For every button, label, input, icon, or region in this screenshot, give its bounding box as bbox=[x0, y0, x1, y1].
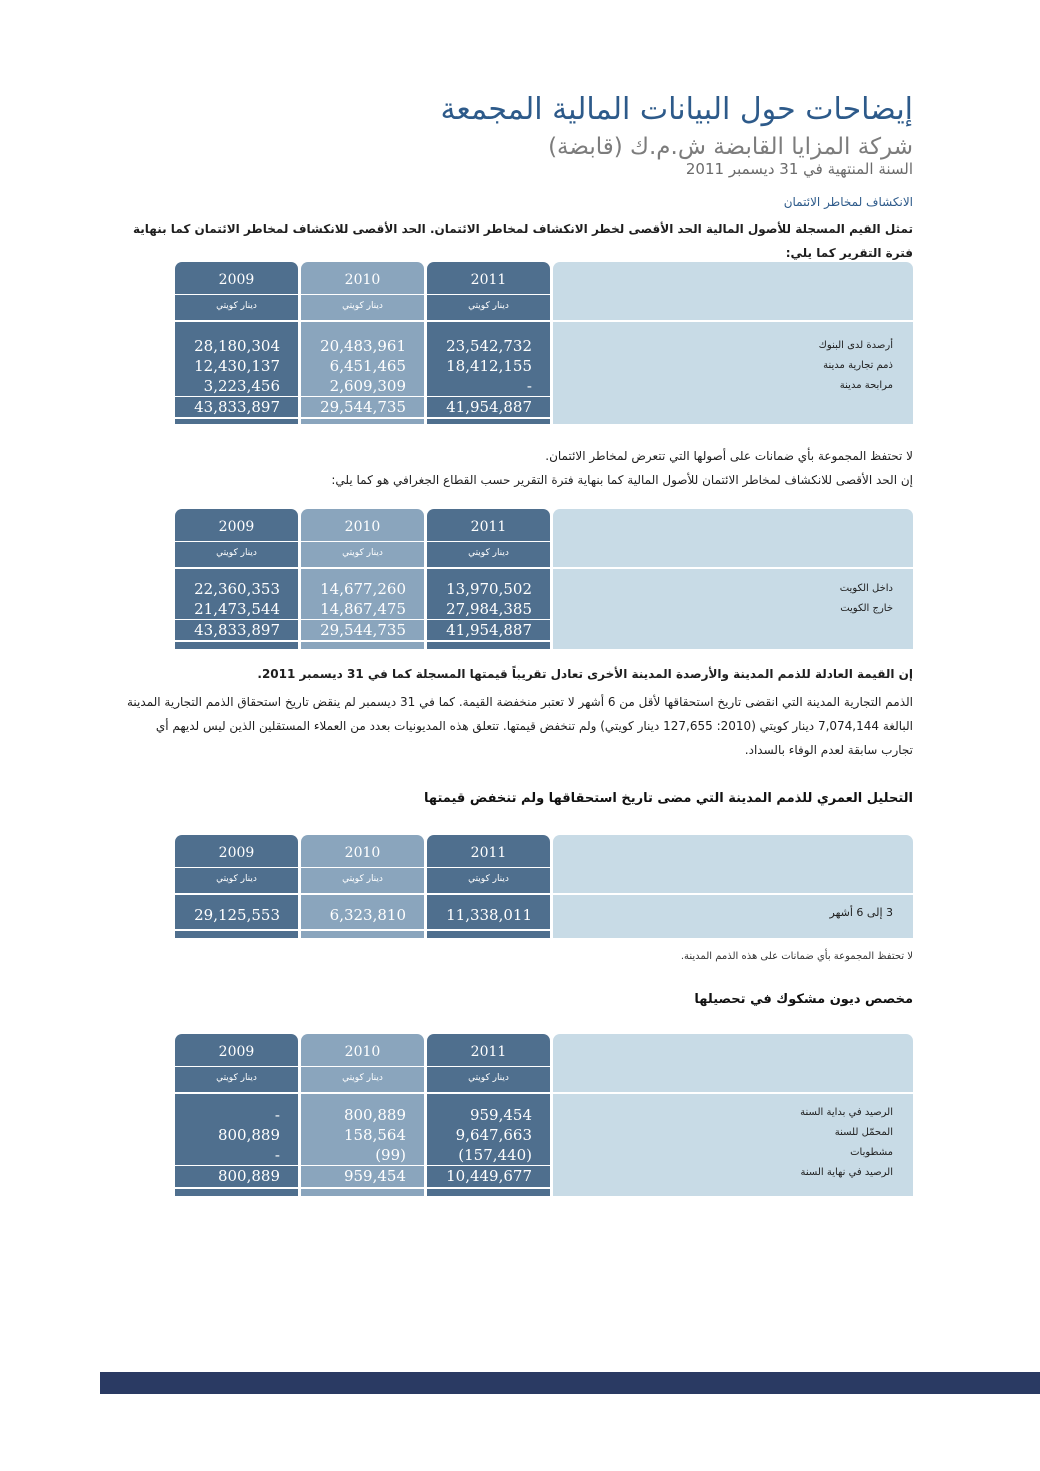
table-cell: - bbox=[274, 1146, 280, 1164]
table-cell: 11,338,011 bbox=[446, 906, 532, 924]
values bbox=[427, 579, 550, 619]
year-header: 2009 bbox=[175, 509, 298, 542]
table-cell: 12,430,137 bbox=[194, 357, 280, 375]
label-column bbox=[553, 895, 913, 938]
total-cell: 10,449,677 bbox=[427, 1165, 550, 1185]
column-2011 bbox=[427, 509, 550, 649]
table-aging bbox=[175, 835, 913, 938]
column-2010 bbox=[301, 835, 424, 938]
column-2011 bbox=[427, 1034, 550, 1196]
year-header: 2010 bbox=[301, 835, 424, 868]
table-cell: 21,473,544 bbox=[194, 600, 280, 618]
table-geographic bbox=[175, 509, 913, 649]
row-label: خارج الكويت bbox=[840, 603, 893, 614]
footer-bar bbox=[100, 1372, 1040, 1394]
label-column-header bbox=[553, 262, 913, 320]
total-cell: 800,889 bbox=[175, 1165, 298, 1185]
total-cell: 43,833,897 bbox=[175, 619, 298, 639]
year-header: 2011 bbox=[427, 1034, 550, 1067]
table-cell: 18,412,155 bbox=[446, 357, 532, 375]
label-column-header bbox=[553, 509, 913, 567]
row-label: ذمم تجارية مدينة bbox=[823, 360, 893, 371]
heading-aging-analysis: التحليل العمري للذمم المدينة التي مضى تاريخ استحقاقها ولم تنخفض قيمتها bbox=[424, 791, 913, 806]
unit-header: دينار كويتي bbox=[342, 548, 383, 558]
row-label: أرصدة لدى البنوك bbox=[818, 340, 893, 351]
table-cell: - bbox=[274, 1106, 280, 1124]
year-header: 2010 bbox=[301, 509, 424, 542]
year-header: 2011 bbox=[427, 509, 550, 542]
table-cell: 3,223,456 bbox=[203, 377, 280, 395]
row-label: مرابحة مدينة bbox=[839, 380, 893, 391]
paragraph-credit-exposure: تمثل القيم المسجلة للأصول المالية الحد الأقصى لخطر الانكشاف لمخاطر الائتمان. الحد الأقصى للانكشاف لمخاطر الائتمان كما بنهاية فترة التقرير كما يلي: bbox=[133, 222, 913, 260]
column-2011 bbox=[427, 835, 550, 938]
table-cell: 20,483,961 bbox=[320, 337, 406, 355]
total-cell: 41,954,887 bbox=[427, 619, 550, 639]
total-cell: 959,454 bbox=[301, 1165, 424, 1185]
table-cell: 2,609,309 bbox=[329, 377, 406, 395]
label-column bbox=[553, 569, 913, 649]
paragraph-past-due: الذمم التجارية المدينة التي انقضى تاريخ استحقاقها لأقل من 6 أشهر لا تعتبر منخفضة القيمة. كما في 31 ديسمبر لم ينقض تاريخ استحقاق الذمم التجارية المدينة البالغة 7,074,144 دينار كويتي (2010: 127,655 دينار كويتي) ولم تنخفض قيمتها. تتعلق هذه المديونيات بعدد من العملاء المستقلين الذين ليس لديهم أي تجارب سابقة لعدم الوفاء بالسداد. bbox=[127, 695, 913, 757]
row-label: الرصيد في نهاية السنة bbox=[800, 1167, 893, 1178]
table-cell: 800,889 bbox=[343, 1106, 406, 1124]
year-header: 2009 bbox=[175, 262, 298, 295]
section-title: الانكشاف لمخاطر الائتمان bbox=[783, 195, 913, 209]
unit-header: دينار كويتي bbox=[342, 874, 383, 884]
column-2010 bbox=[301, 1034, 424, 1196]
table-cell: 959,454 bbox=[469, 1106, 532, 1124]
values bbox=[301, 336, 424, 396]
row-label: المحمّل للسنة bbox=[834, 1127, 893, 1138]
row-label: داخل الكويت bbox=[839, 583, 893, 594]
label-column bbox=[553, 322, 913, 424]
table-cell: 14,677,260 bbox=[320, 580, 406, 598]
unit-header: دينار كويتي bbox=[468, 301, 509, 311]
table-cell: (157,440) bbox=[458, 1146, 532, 1164]
table-cell: 13,970,502 bbox=[446, 580, 532, 598]
table-cell: 27,984,385 bbox=[446, 600, 532, 618]
year-header: 2010 bbox=[301, 262, 424, 295]
values bbox=[175, 579, 298, 619]
column-2009 bbox=[175, 262, 298, 424]
label-column bbox=[553, 1094, 913, 1196]
year-header: 2009 bbox=[175, 835, 298, 868]
values bbox=[301, 579, 424, 619]
page-title: إيضاحات حول البيانات المالية المجمعة bbox=[440, 92, 913, 127]
table-cell: 800,889 bbox=[217, 1126, 280, 1144]
table-cell: 23,542,732 bbox=[446, 337, 532, 355]
paragraph-geographic: إن الحد الأقصى للانكشاف لمخاطر الائتمان للأصول المالية كما بنهاية فترة التقرير حسب القطاع الجغرافي هو كما يلي: bbox=[331, 473, 913, 487]
row-label: مشطوبات bbox=[850, 1147, 893, 1158]
year-header: 2011 bbox=[427, 262, 550, 295]
table-cell: 6,323,810 bbox=[329, 906, 406, 924]
values bbox=[175, 1105, 298, 1165]
year-header: 2011 bbox=[427, 835, 550, 868]
total-cell: 43,833,897 bbox=[175, 396, 298, 416]
column-2010 bbox=[301, 262, 424, 424]
year-header: 2009 bbox=[175, 1034, 298, 1067]
values bbox=[175, 336, 298, 396]
paragraph-no-collateral: لا تحتفظ المجموعة بأي ضمانات على أصولها التي تتعرض لمخاطر الائتمان. bbox=[545, 449, 913, 463]
year-header: 2010 bbox=[301, 1034, 424, 1067]
table-cell: 158,564 bbox=[343, 1126, 406, 1144]
label-column-header bbox=[553, 1034, 913, 1092]
column-2011 bbox=[427, 262, 550, 424]
row-label: الرصيد في بداية السنة bbox=[800, 1107, 893, 1118]
report-period: السنة المنتهية في 31 ديسمبر 2011 bbox=[685, 160, 913, 178]
table-cell: 14,867,475 bbox=[320, 600, 406, 618]
unit-header: دينار كويتي bbox=[216, 1073, 257, 1083]
company-name: شركة المزايا القابضة ش.م.ك (قابضة) bbox=[548, 134, 913, 160]
unit-header: دينار كويتي bbox=[216, 301, 257, 311]
table-provision bbox=[175, 1034, 913, 1196]
unit-header: دينار كويتي bbox=[216, 874, 257, 884]
paragraph-fair-value: إن القيمة العادلة للذمم المدينة والأرصدة المدينة الأخرى تعادل تقريباً قيمتها المسجلة كما في 31 ديسمبر 2011. bbox=[257, 667, 913, 681]
column-2009 bbox=[175, 509, 298, 649]
note-no-collateral: لا تحتفظ المجموعة بأي ضمانات على هذه الذمم المدينة. bbox=[680, 951, 913, 962]
column-2009 bbox=[175, 1034, 298, 1196]
values bbox=[427, 1105, 550, 1165]
table-cell: 22,360,353 bbox=[194, 580, 280, 598]
unit-header: دينار كويتي bbox=[468, 548, 509, 558]
unit-header: دينار كويتي bbox=[342, 1073, 383, 1083]
unit-header: دينار كويتي bbox=[468, 1073, 509, 1083]
total-cell: 41,954,887 bbox=[427, 396, 550, 416]
table-cell: 6,451,465 bbox=[329, 357, 406, 375]
table-cell: 9,647,663 bbox=[455, 1126, 532, 1144]
table-cell: (99) bbox=[375, 1146, 406, 1164]
column-2010 bbox=[301, 509, 424, 649]
label-column-header bbox=[553, 835, 913, 893]
column-2009 bbox=[175, 835, 298, 938]
total-cell: 29,544,735 bbox=[301, 619, 424, 639]
table-credit-exposure bbox=[175, 262, 913, 424]
table-cell: - bbox=[526, 377, 532, 395]
total-cell: 29,544,735 bbox=[301, 396, 424, 416]
row-label: 3 إلى 6 أشهر bbox=[829, 906, 893, 919]
values bbox=[301, 1105, 424, 1165]
heading-doubtful-debts: مخصص ديون مشكوك في تحصيلها bbox=[694, 992, 913, 1007]
values bbox=[427, 336, 550, 396]
unit-header: دينار كويتي bbox=[468, 874, 509, 884]
unit-header: دينار كويتي bbox=[216, 548, 257, 558]
table-cell: 28,180,304 bbox=[194, 337, 280, 355]
table-cell: 29,125,553 bbox=[194, 906, 280, 924]
unit-header: دينار كويتي bbox=[342, 301, 383, 311]
